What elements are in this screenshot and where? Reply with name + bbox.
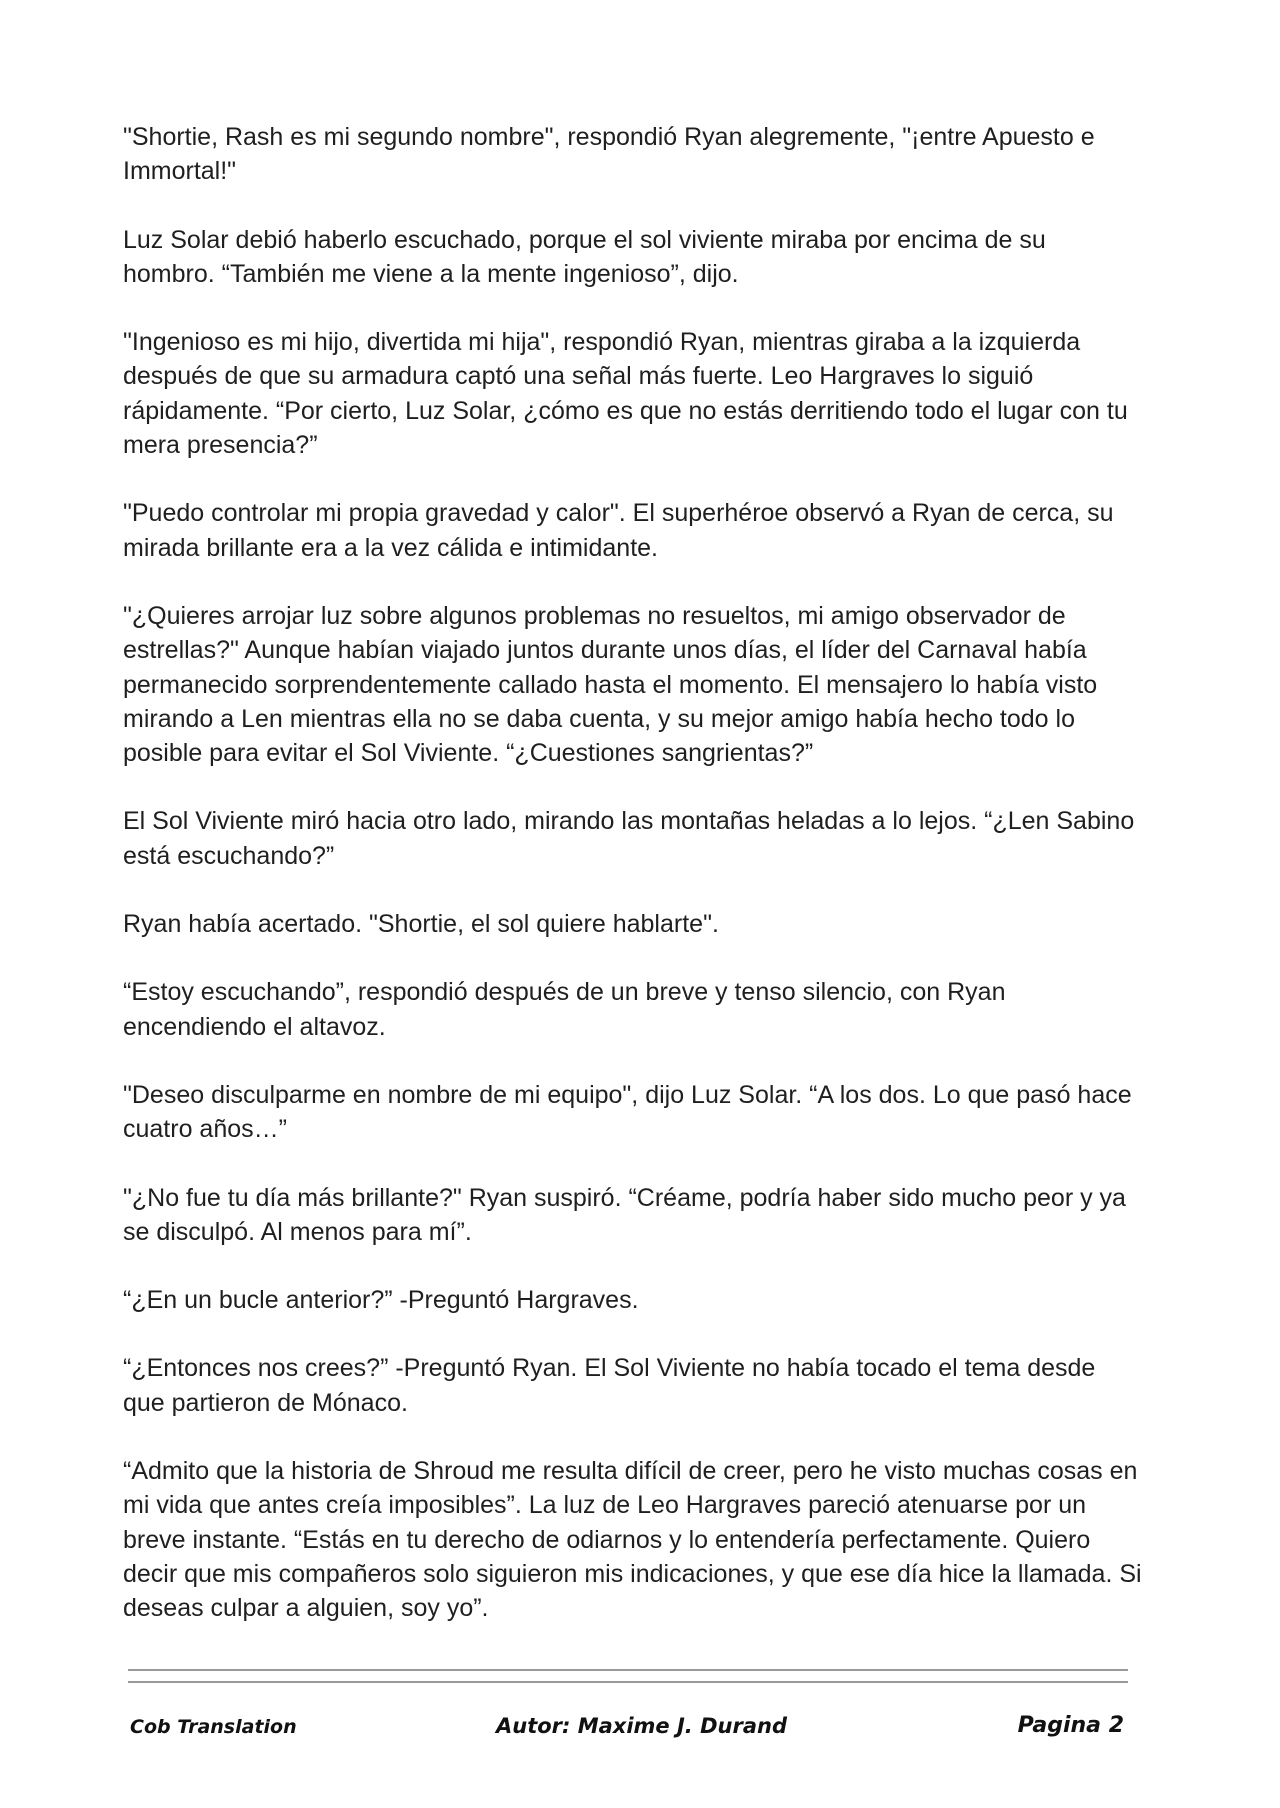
footer-page-number: Pagina 2	[1017, 1713, 1124, 1738]
paragraph: “Estoy escuchando”, respondió después de un breve y tenso silencio, con Ryan encendiendo el altavoz.	[123, 978, 1006, 1041]
paragraph: "Deseo disculparme en nombre de mi equipo", dijo Luz Solar. “A los dos. Lo que pasó hace cuatro años…”	[123, 1080, 1132, 1144]
footer-author: Autor: Maxime J. Durand	[496, 1714, 787, 1738]
paragraph: “Admito que la historia de Shroud me resulta difícil de creer, pero he visto muchas cosas en mi vida que antes creía imposibles”. La luz de Leo Hargraves pareció atenuarse por un breve instante. “Estás en tu derecho de odiarnos y lo entendería perfectamente. Quiero decir que mis compañeros solo siguieron mis indicaciones, y que ese día hice la llamada. Si deseas culpar a alguien, soy yo”.	[123, 1457, 1142, 1623]
paragraph: “¿En un bucle anterior?” -Preguntó Hargraves.	[123, 1286, 639, 1315]
page-footer	[128, 1712, 1128, 1748]
paragraph: "Puedo controlar mi propia gravedad y calor". El superhéroe observó a Ryan de cerca, su mirada brillante era a la vez cálida e intimidante.	[123, 499, 1114, 562]
footer-translator: Cob Translation	[130, 1716, 297, 1738]
paragraph: "¿Quieres arrojar luz sobre algunos problemas no resueltos, mi amigo observador de estrellas?" Aunque habían viajado juntos durante unos días, el líder del Carnaval había permanecido sorprendentemente callado hasta el momento. El mensajero lo había visto mirando a Len mientras ella no se daba cuenta, y su mejor amigo había hecho todo lo posible para evitar el Sol Viviente. “¿Cuestiones sangrientas?”	[123, 601, 1098, 768]
paragraph: Luz Solar debió haberlo escuchado, porque el sol viviente miraba por encima de su hombro. “También me viene a la mente ingenioso”, dijo.	[123, 225, 1046, 288]
paragraph: “¿Entonces nos crees?” -Preguntó Ryan. El Sol Viviente no había tocado el tema desde que partieron de Mónaco.	[123, 1354, 1096, 1417]
paragraph: "Shortie, Rash es mi segundo nombre", respondió Ryan alegremente, "¡entre Apuesto e Immortal!"	[123, 123, 1095, 186]
body-text	[123, 120, 1143, 1660]
footer-divider-top	[128, 1669, 1128, 1671]
paragraph: El Sol Viviente miró hacia otro lado, mirando las montañas heladas a lo lejos. “¿Len Sabino está escuchando?”	[123, 807, 1135, 870]
paragraph: "Ingenioso es mi hijo, divertida mi hija", respondió Ryan, mientras giraba a la izquierda después de que su armadura captó una señal más fuerte. Leo Hargraves lo siguió rápidamente. “Por cierto, Luz Solar, ¿cómo es que no estás derritiendo todo el lugar con tu mera presencia?”	[123, 328, 1128, 460]
paragraph: "¿No fue tu día más brillante?" Ryan suspiró. “Créame, podría haber sido mucho peor y ya se disculpó. Al menos para mí”.	[123, 1183, 1126, 1246]
footer-divider-bottom	[128, 1681, 1128, 1683]
paragraph: Ryan había acertado. "Shortie, el sol quiere hablarte".	[123, 910, 719, 939]
